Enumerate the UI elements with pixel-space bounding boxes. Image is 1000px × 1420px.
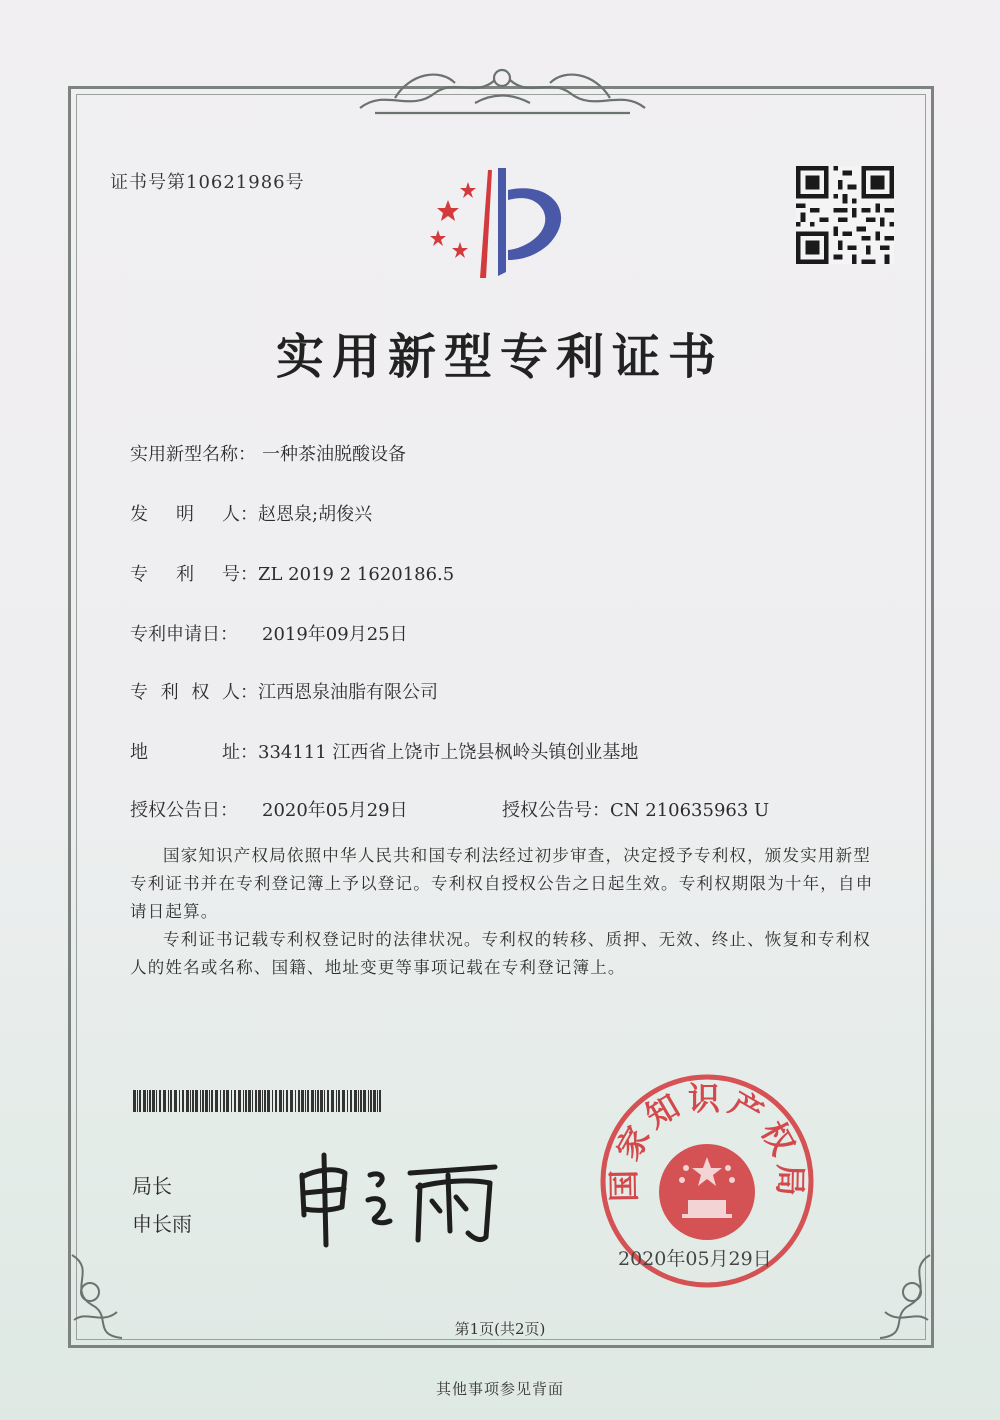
director-name: 申长雨 [132, 1212, 192, 1236]
qr-code-icon [796, 166, 894, 264]
field-value: ZL 2019 2 1620186.5 [258, 564, 455, 585]
field-label: 实用新型名称： [130, 444, 256, 465]
field-filing-date [130, 620, 408, 646]
seal-date: 2020年05月29日 [618, 1248, 772, 1270]
paragraph-legal-status: 专利证书记载专利权登记时的法律状况。专利权的转移、质押、无效、终止、恢复和专利权人的姓名或名称、国籍、地址变更等事项记载在专利登记簿上。 [130, 930, 871, 977]
field-address: 地 址 ：334111 江西省上饶市上饶县枫岭头镇创业基地 [130, 738, 638, 764]
field-label: 专 利 号 [130, 564, 240, 585]
field-label: 专利申请日： [130, 624, 238, 645]
field-value: 赵恩泉;胡俊兴 [258, 504, 373, 525]
certificate-title: 实用新型专利证书 [275, 329, 724, 385]
field-label: 授权公告日： [130, 800, 238, 821]
field-value: 江西恩泉油脂有限公司 [258, 682, 438, 703]
back-note: 其他事项参见背面 [435, 1380, 564, 1398]
certificate-number: 证书号第10621986号 [110, 172, 305, 193]
page-number: 第1页(共2页) [454, 1320, 546, 1338]
top-ornament-icon [355, 58, 650, 118]
seal-text: 国家知识产权局 [604, 1079, 810, 1203]
field-grant-date [130, 796, 408, 822]
field-patentee: 专 利 权 人 ：江西恩泉油脂有限公司 [130, 678, 438, 704]
field-inventor: 发 明 人 ：赵恩泉;胡俊兴 [130, 500, 372, 526]
paragraph-decision: 国家知识产权局依照中华人民共和国专利法经过初步审查，决定授予专利权，颁发实用新型专利证书并在专利登记簿上予以登记。专利权自授权公告之日起生效。专利权期限为十年，自申请日起算。 [130, 846, 874, 921]
barcode-icon [133, 1090, 383, 1112]
field-model-name [130, 440, 406, 466]
field-grant-number [502, 796, 769, 822]
field-value: 2020年05月29日 [262, 800, 408, 821]
field-label: 地 址 [130, 742, 240, 763]
field-label: 授权公告号： [502, 800, 610, 821]
field-value: 一种茶油脱酸设备 [262, 444, 406, 465]
field-value: 334111 江西省上饶市上饶县枫岭头镇创业基地 [258, 742, 639, 763]
field-label: 专 利 权 人 [130, 682, 240, 703]
patent-office-logo-icon [428, 160, 578, 280]
field-value: 2019年09月25日 [262, 624, 408, 645]
field-label: 发 明 人 [130, 504, 240, 525]
field-value: CN 210635963 U [610, 800, 770, 821]
signature-icon [290, 1145, 510, 1255]
field-patent-number: 专 利 号 ：ZL 2019 2 1620186.5 [130, 560, 454, 586]
director-title: 局长 [132, 1174, 172, 1198]
